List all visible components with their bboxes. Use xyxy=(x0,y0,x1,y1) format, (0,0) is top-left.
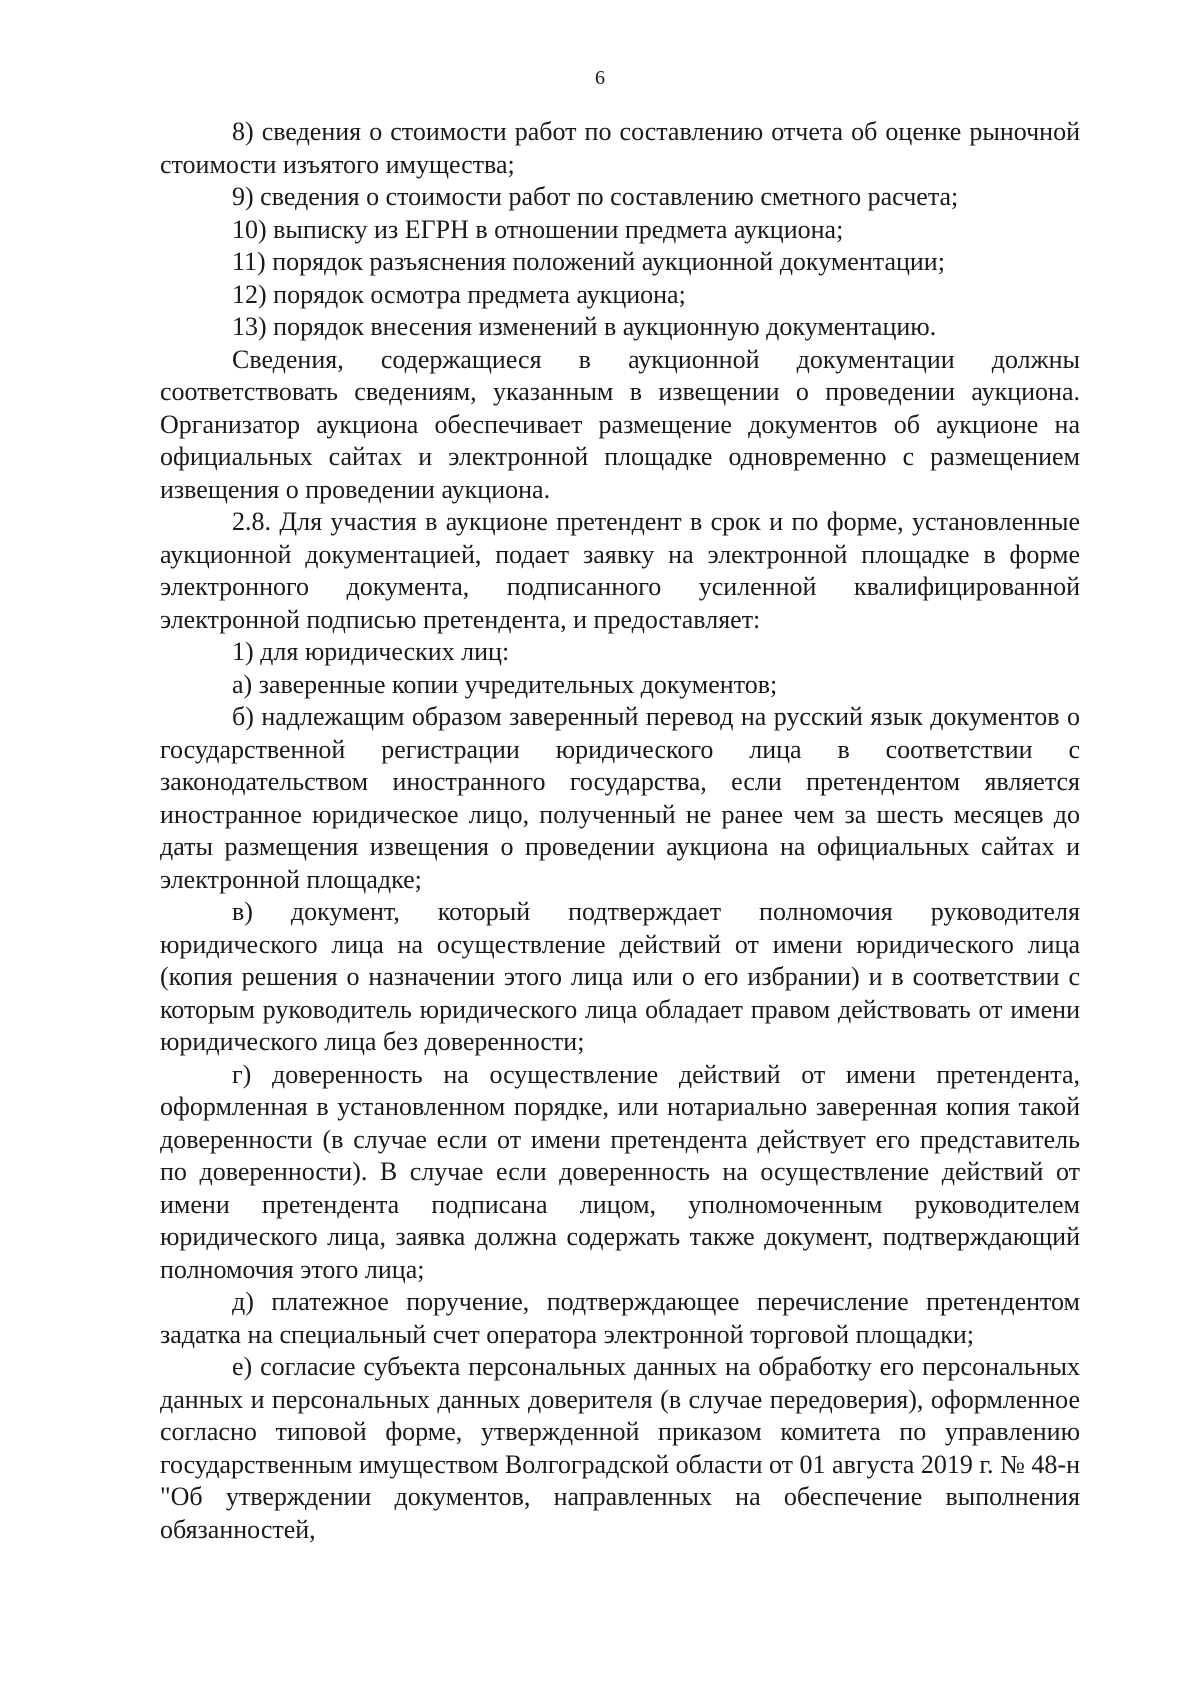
list-item-v: в) документ, который подтверждает полномочия руководителя юридического лица на осуществление действий от имени юридического лица (копия решения о назначении этого лица или о его избрании) и в соответствии с которым руководитель юридического лица обладает правом действовать от имени юридического лица без доверенности; xyxy=(160,897,1080,1056)
list-item-b: б) надлежащим образом заверенный перевод на русский язык документов о государственной регистрации юридического лица в соответствии с законодательством иностранного государства, если претендентом является иностранное юридическое лицо, полученный не ранее чем за шесть месяцев до даты размещения извещения о проведении аукциона на официальных сайтах и электронной площадке; xyxy=(160,702,1080,894)
list-item-10: 10) выписку из ЕГРН в отношении предмета аукциона; xyxy=(232,214,844,244)
list-item-e: е) согласие субъекта персональных данных на обработку его персональных данных и персональных данных доверителя (в случае передоверия), оформленное согласно типовой форме, утвержденной приказом комитета по управлению государственным имуществом Волгоградской области от 01 августа 2019 г. № 48-н "Об утверждении документов, направленных на обеспечение выполнения обязанностей, xyxy=(160,1352,1080,1544)
list-item-legal-entities: 1) для юридических лиц: xyxy=(232,637,510,666)
list-item-9: 9) сведения о стоимости работ по составлению сметного расчета; xyxy=(232,182,959,211)
list-item-d: д) платежное поручение, подтверждающее перечисление претендентом задатка на специальный счет оператора электронной торговой площадки; xyxy=(160,1287,1080,1349)
list-item-13: 13) порядок внесения изменений в аукционную документацию. xyxy=(232,312,937,341)
page-number: 6 xyxy=(595,67,605,89)
paragraph-documentation-info: Сведения, содержащиеся в аукционной документации должны соответствовать сведениям, указанным в извещении о проведении аукциона. Организатор аукциона обеспечивает размещение документов об аукционе на официальных сайтах и электронной площадке одновременно с размещением извещения о проведении аукциона. xyxy=(160,344,1080,504)
list-item-g: г) доверенность на осуществление действий от имени претендента, оформленная в установленном порядке, или нотариально заверенная копия такой доверенности (в случае если от имени претендента действует его представитель по доверенности). В случае если доверенность на осуществление действий от имени претендента подписана лицом, уполномоченным руководителем юридического лица, заявка должна содержать также документ, подтверждающий полномочия этого лица; xyxy=(160,1059,1080,1284)
document-body xyxy=(160,116,1080,1546)
paragraph-2-8: 2.8. Для участия в аукционе претендент в срок и по форме, установленные аукционной документацией, подает заявку на электронной площадке в форме электронного документа, подписанного усиленной квалифицированной электронной подписью претендента, и предоставляет: xyxy=(160,507,1080,634)
list-item-a: а) заверенные копии учредительных документов; xyxy=(232,669,778,699)
list-item-11: 11) порядок разъяснения положений аукционной документации; xyxy=(232,247,945,276)
list-item-8: 8) сведения о стоимости работ по составлению отчета об оценке рыночной стоимости изъятого имущества; xyxy=(160,117,1080,179)
list-item-12: 12) порядок осмотра предмета аукциона; xyxy=(232,279,686,309)
